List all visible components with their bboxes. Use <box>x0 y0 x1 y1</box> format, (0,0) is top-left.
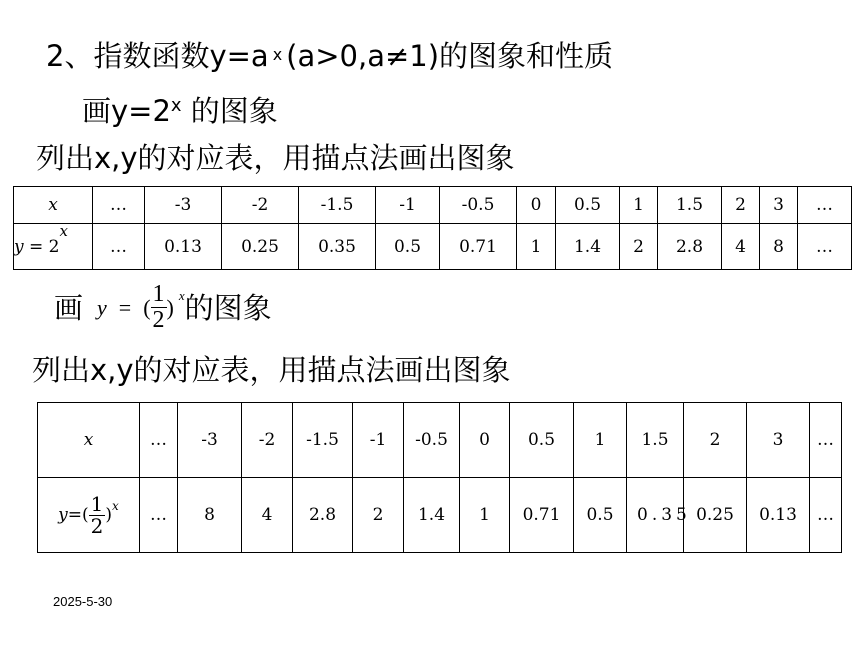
x-value-cell: 0.5 <box>510 403 574 478</box>
formula-half-power-x: y = ( $\frac{1}{2}$ ) $^x$ <box>97 281 185 334</box>
x-value-cell: -0.5 <box>404 403 460 478</box>
y-value-cell: 0.71 <box>510 478 574 553</box>
x-value-cell: -1.5 <box>293 403 353 478</box>
y-value-cell: 2 <box>353 478 404 553</box>
x-value-cell: 1.5 <box>627 403 684 478</box>
table-row-x <box>38 403 842 478</box>
y-value-cell: 0.25 <box>222 224 299 270</box>
y-value-cell: 8 <box>760 224 798 270</box>
x-value-cell: 3 <box>747 403 810 478</box>
y-value-cell: 4 <box>242 478 293 553</box>
y-value-cell: 8 <box>178 478 242 553</box>
y-header-cell: y=( $\frac{1}{2}$ )$^x$ <box>38 478 140 553</box>
x-value-cell: -2 <box>242 403 293 478</box>
y-value-cell: 2 <box>620 224 658 270</box>
x-value-cell: … <box>93 187 145 224</box>
x-value-cell: -1 <box>376 187 440 224</box>
table-row-x <box>14 187 852 224</box>
x-value-cell: -2 <box>222 187 299 224</box>
x-value-cell: -1 <box>353 403 404 478</box>
y-value-cell: 0.35 <box>627 478 684 553</box>
x-value-cell: -3 <box>145 187 222 224</box>
x-value-cell: 2 <box>722 187 760 224</box>
y-value-cell: 1 <box>517 224 556 270</box>
x-header-cell: x <box>14 187 93 224</box>
x-value-cell: -1.5 <box>299 187 376 224</box>
x-value-cell: 0 <box>517 187 556 224</box>
slide-date: 2025-5-30 <box>53 594 113 609</box>
x-value-cell: 2 <box>684 403 747 478</box>
table-row-y <box>14 224 852 270</box>
x-value-cell: 1 <box>574 403 627 478</box>
y-value-cell: … <box>810 478 842 553</box>
instruction-text-2: 列出x,y的对应表，用描点法画出图象 <box>32 353 511 387</box>
y-value-cell: 0.25 <box>684 478 747 553</box>
y-value-cell: 0.5 <box>574 478 627 553</box>
x-value-cell: … <box>140 403 178 478</box>
x-value-cell: 1.5 <box>658 187 722 224</box>
y-value-cell: 0.71 <box>440 224 517 270</box>
y-value-cell: 2.8 <box>293 478 353 553</box>
slide-title: 2、指数函数y=a $^x$ (a>0,a≠1)的图象和性质 <box>46 39 614 73</box>
y-value-cell: 0.13 <box>145 224 222 270</box>
x-value-cell: … <box>798 187 852 224</box>
y-value-cell: … <box>93 224 145 270</box>
subtitle-plot-2-power-x: 画$y=2^x$ 的图象 <box>82 94 278 128</box>
y-value-cell: 0.35 <box>299 224 376 270</box>
y-header-cell: $y = 2^x$ <box>14 224 93 270</box>
x-value-cell: -3 <box>178 403 242 478</box>
y-value-cell: 2.8 <box>658 224 722 270</box>
x-value-cell: 3 <box>760 187 798 224</box>
x-value-cell: -0.5 <box>440 187 517 224</box>
instruction-text-1: 列出x,y的对应表，用描点法画出图象 <box>36 141 515 175</box>
subtitle-plot-half-power-x: 画 y = ( $\frac{1}{2}$ ) $^x$ 的图象 <box>54 281 272 334</box>
y-value-cell: … <box>140 478 178 553</box>
y-value-cell: 1 <box>460 478 510 553</box>
value-table-2-power-x <box>13 186 852 270</box>
table-row-y <box>38 478 842 553</box>
x-value-cell: 0.5 <box>556 187 620 224</box>
value-table-half-power-x <box>37 402 842 553</box>
y-value-cell: 0.13 <box>747 478 810 553</box>
y-value-cell: 1.4 <box>404 478 460 553</box>
x-value-cell: … <box>810 403 842 478</box>
y-value-cell: … <box>798 224 852 270</box>
x-value-cell: 1 <box>620 187 658 224</box>
y-value-cell: 1.4 <box>556 224 620 270</box>
y-value-cell: 4 <box>722 224 760 270</box>
x-value-cell: 0 <box>460 403 510 478</box>
y-value-cell: 0.5 <box>376 224 440 270</box>
x-header-cell: x <box>38 403 140 478</box>
